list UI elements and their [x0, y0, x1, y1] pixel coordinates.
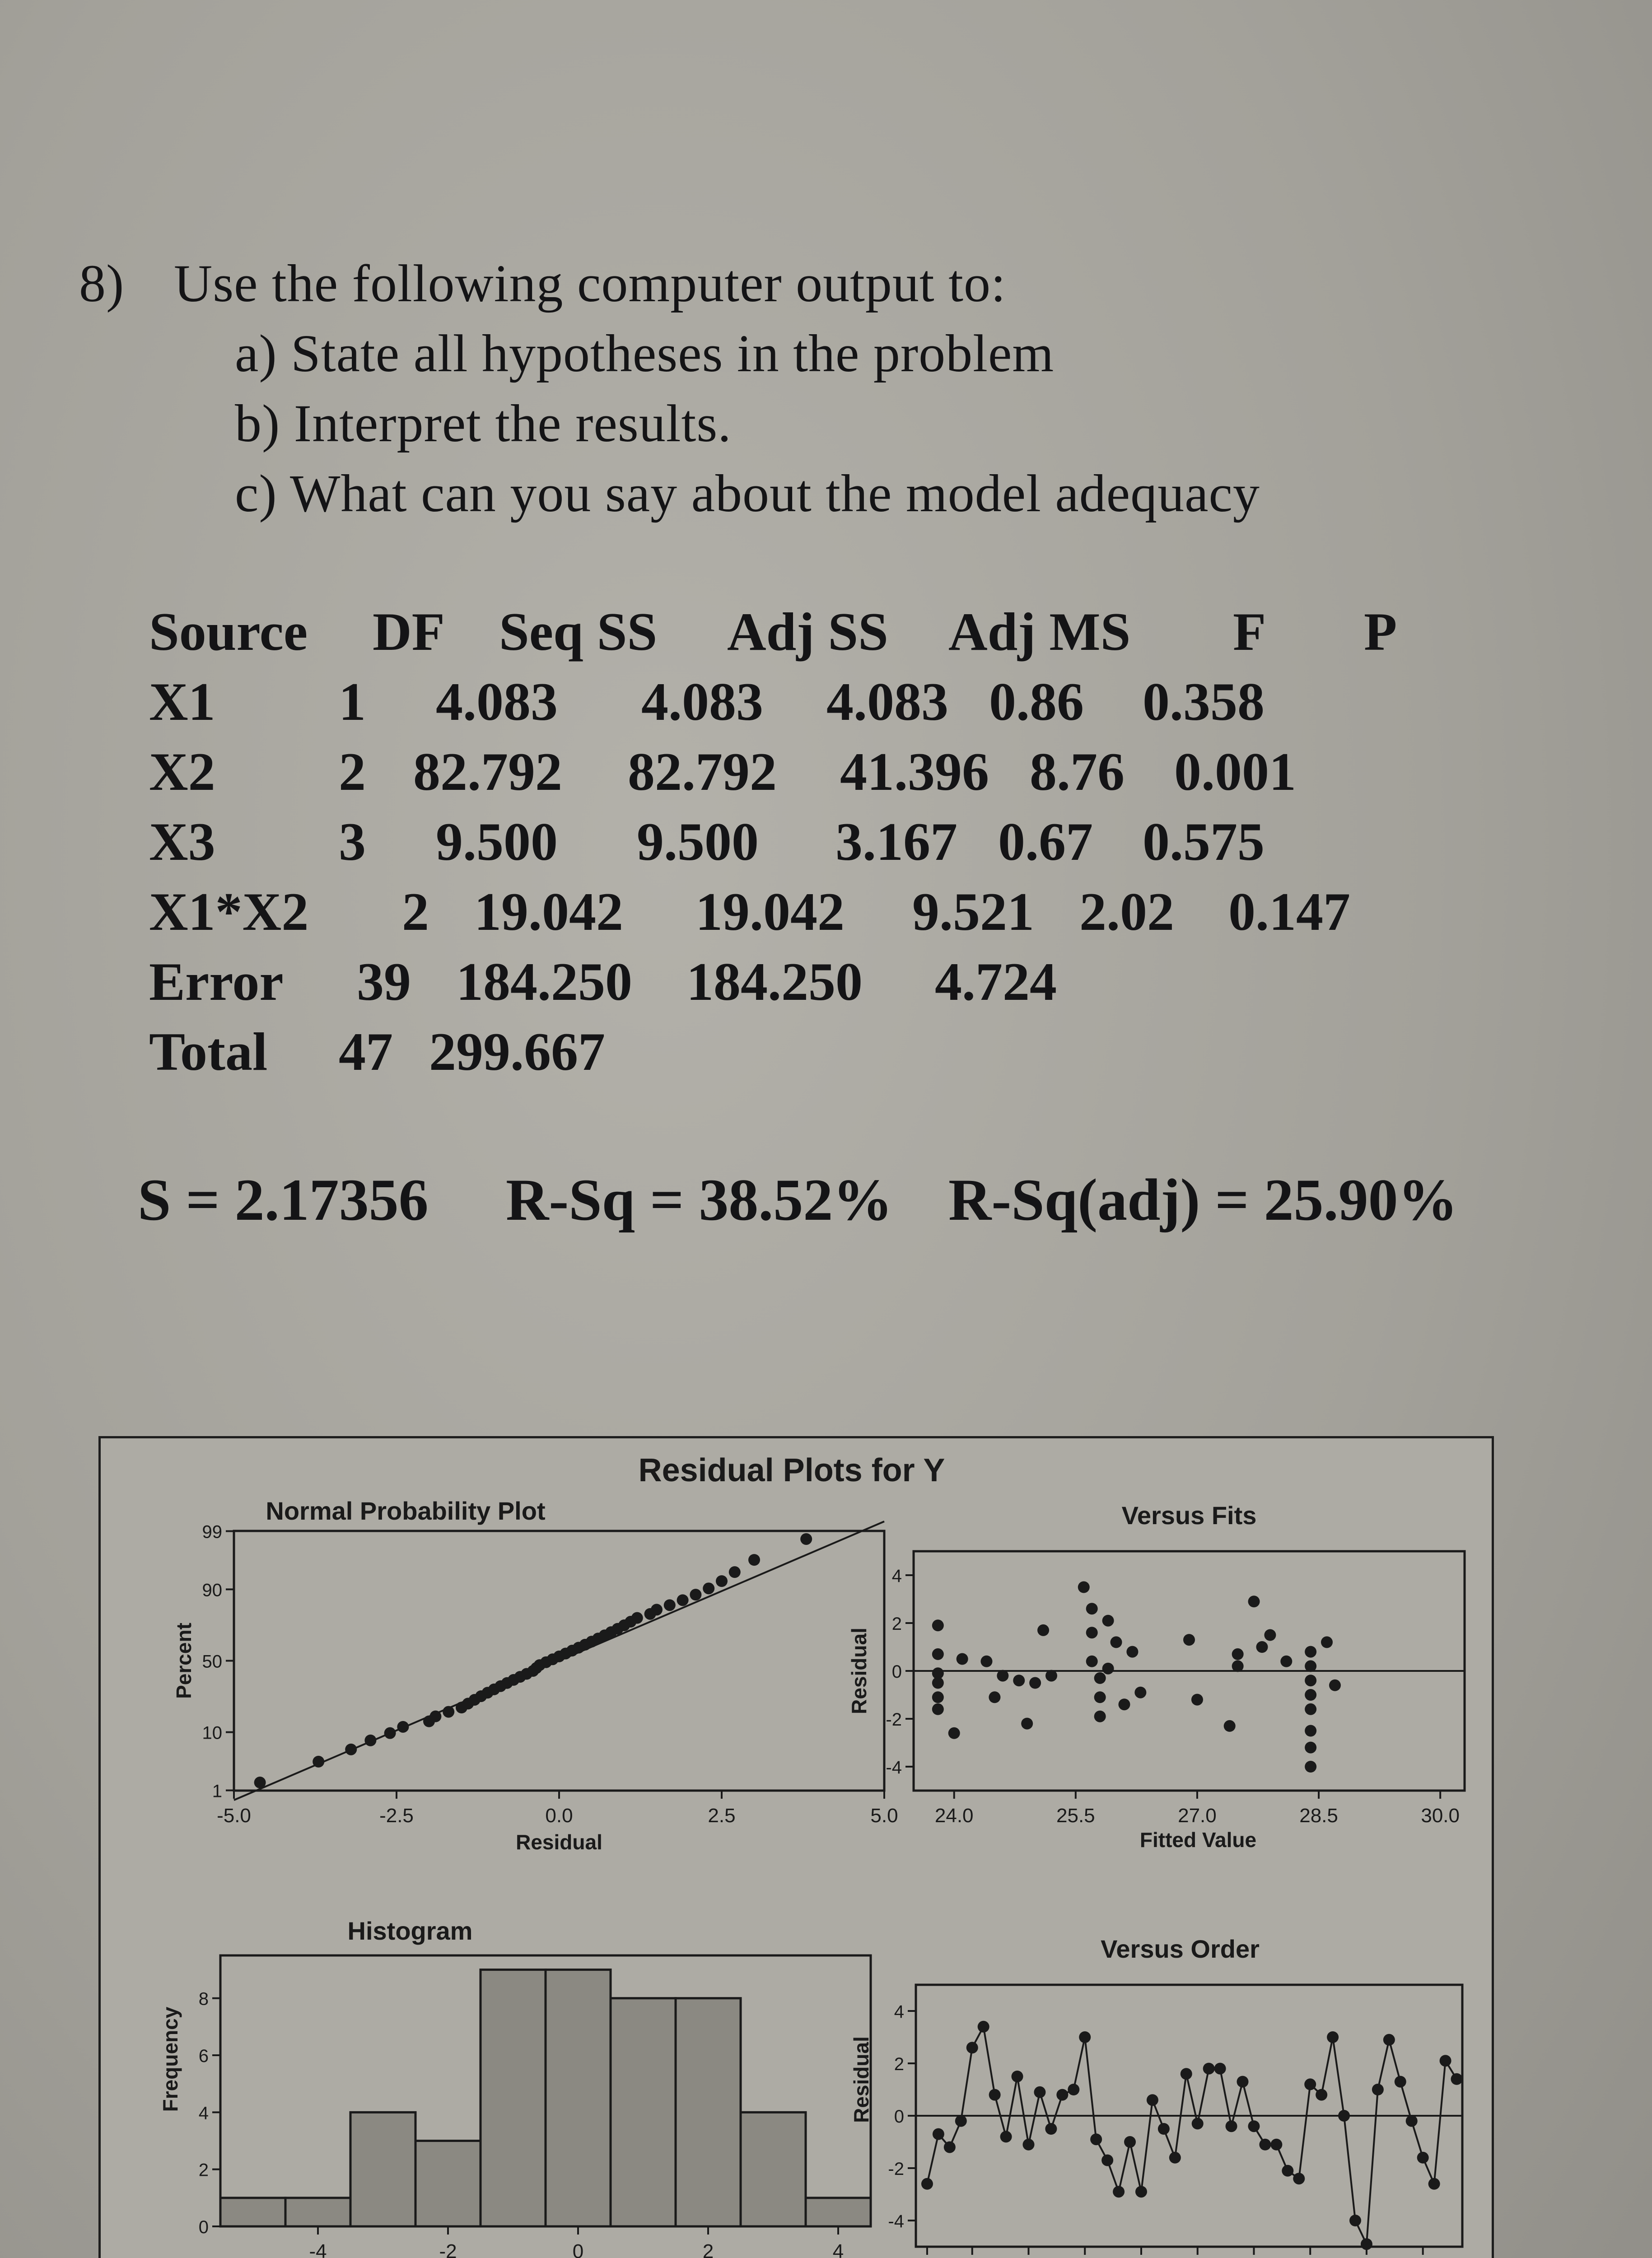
row-f: 0.67 [998, 812, 1093, 872]
order-plot-point [1135, 2186, 1147, 2197]
fits-plot-title: Versus Fits [1121, 1501, 1257, 1530]
normal-plot-point [651, 1604, 663, 1615]
fits-plot-point [1094, 1691, 1106, 1703]
row-df: 3 [339, 812, 366, 872]
summary-r-sq: R-Sq = 38.52% [506, 1166, 893, 1233]
row-seq-ss: 9.500 [436, 812, 558, 872]
row-f: 0.86 [989, 672, 1084, 732]
fits-plot-y-tick-label: -4 [886, 1758, 902, 1777]
order-plot-point [1012, 2071, 1023, 2082]
histogram-y-label: Frequency [159, 2006, 182, 2112]
fits-plot-point [1248, 1596, 1260, 1607]
order-plot-point [1451, 2073, 1463, 2085]
normal-plot-y-tick-label: 99 [202, 1522, 222, 1542]
fits-plot-point [1094, 1672, 1106, 1684]
residual-plots-svg [101, 1438, 1492, 2258]
fits-plot-x-tick-label: 30.0 [1421, 1805, 1460, 1827]
order-plot-point [1056, 2089, 1068, 2101]
order-plot-point [1045, 2123, 1057, 2135]
order-plot-y-tick-label: 0 [894, 2107, 904, 2127]
order-plot-point [989, 2089, 1001, 2101]
order-plot-point [1237, 2076, 1249, 2088]
order-plot-y-tick-label: 4 [894, 2002, 904, 2022]
histogram-bar [546, 1970, 611, 2226]
order-plot-point [1349, 2215, 1361, 2226]
row-adj-ss: 4.083 [641, 672, 763, 732]
order-plot-point [1270, 2139, 1282, 2151]
order-plot-point [1440, 2055, 1451, 2067]
order-plot-point [978, 2021, 989, 2033]
normal-plot-x-tick-label: -2.5 [379, 1805, 414, 1827]
order-plot-point [933, 2128, 944, 2140]
fits-plot-point [1232, 1648, 1244, 1660]
order-plot-point [1214, 2063, 1226, 2075]
fits-plot-point [1086, 1603, 1098, 1614]
row-df: 2 [339, 742, 366, 802]
order-plot-point [921, 2178, 933, 2190]
fits-plot-point [932, 1703, 944, 1715]
figure-title: Residual Plots for Y [638, 1452, 945, 1488]
row-adj-ss: 184.250 [686, 952, 863, 1012]
order-plot-point [1068, 2084, 1079, 2095]
fits-plot-y-label: Residual [847, 1628, 871, 1714]
order-plot-point [1259, 2139, 1271, 2151]
row-source: X1*X2 [149, 882, 309, 942]
fits-plot-point [1264, 1629, 1276, 1641]
order-plot-point [1282, 2165, 1293, 2177]
histogram-y-tick-label: 6 [198, 2046, 209, 2067]
order-plot-point [1079, 2031, 1091, 2043]
normal-plot-point [664, 1599, 676, 1611]
row-df: 39 [357, 952, 411, 1012]
order-plot-point [1383, 2034, 1395, 2046]
fits-plot-point [1086, 1627, 1098, 1638]
order-plot-point [1158, 2123, 1170, 2135]
normal-plot-point [429, 1711, 441, 1722]
normal-plot-point [345, 1744, 357, 1755]
order-plot-point [1248, 2120, 1260, 2132]
normal-plot-point [364, 1735, 376, 1746]
header-p: P [1364, 602, 1397, 662]
fits-plot-point [1094, 1711, 1106, 1722]
histogram-bar [481, 1970, 546, 2226]
fits-plot-point [1305, 1725, 1316, 1737]
fits-plot-point [1329, 1680, 1341, 1691]
order-plot-point [1417, 2152, 1429, 2164]
normal-plot-point [729, 1566, 741, 1578]
row-source: X2 [149, 742, 215, 802]
fits-plot-point [1305, 1703, 1316, 1715]
fits-plot-point [980, 1656, 992, 1667]
normal-plot-x-label: Residual [516, 1830, 602, 1854]
question-part-c: c) What can you say about the model adequacy [235, 464, 1260, 523]
normal-plot-point [313, 1756, 324, 1768]
fits-plot-point [1045, 1670, 1057, 1682]
fits-plot-point [1191, 1694, 1203, 1706]
fits-plot-point [1134, 1687, 1146, 1698]
fits-plot-x-tick-label: 27.0 [1178, 1805, 1217, 1827]
fits-plot-point [1321, 1636, 1333, 1648]
row-df: 2 [402, 882, 429, 942]
normal-plot-title: Normal Probability Plot [266, 1497, 546, 1525]
normal-plot-point [254, 1777, 266, 1788]
fits-plot-x-tick-label: 28.5 [1299, 1805, 1338, 1827]
row-adj-ss: 9.500 [637, 812, 759, 872]
order-plot-y-tick-label: -4 [888, 2211, 904, 2231]
summary-r-sq-adj: R-Sq(adj) = 25.90% [948, 1166, 1458, 1233]
normal-plot-point [677, 1594, 689, 1606]
histogram-x-tick-label: 2 [702, 2240, 714, 2258]
fits-plot-point [1078, 1582, 1090, 1593]
row-source: Total [149, 1022, 268, 1082]
row-source: Error [149, 952, 284, 1012]
question-stem: Use the following computer output to: [174, 254, 1006, 313]
order-plot-point [1395, 2076, 1406, 2088]
row-df: 1 [339, 672, 366, 732]
header-seq-ss: Seq SS [499, 602, 658, 662]
order-plot-y-tick-label: 2 [894, 2054, 904, 2074]
fits-plot-point [1013, 1675, 1025, 1686]
fits-plot-y-tick-label: 0 [891, 1662, 902, 1682]
header-f: F [1233, 602, 1266, 662]
histogram-x-tick-label: -4 [309, 2240, 327, 2258]
header-adj-ms: Adj MS [948, 602, 1131, 662]
row-df: 47 [339, 1022, 393, 1082]
order-plot-point [1181, 2068, 1192, 2080]
order-plot-point [1147, 2094, 1158, 2106]
row-p: 0.575 [1143, 812, 1265, 872]
normal-plot-point [748, 1554, 760, 1566]
order-plot-point [1169, 2152, 1181, 2164]
row-p: 0.358 [1143, 672, 1265, 732]
normal-plot-point [384, 1727, 396, 1739]
residual-plots-figure [98, 1436, 1494, 2258]
fits-plot-x-label: Fitted Value [1139, 1828, 1257, 1852]
question-part-a: a) State all hypotheses in the problem [235, 324, 1055, 383]
fits-plot-point [1280, 1656, 1292, 1667]
normal-plot-y-tick-label: 90 [202, 1580, 222, 1600]
order-plot-point [1293, 2173, 1305, 2184]
header-source: Source [149, 602, 308, 662]
fits-plot-point [1021, 1718, 1033, 1730]
order-plot-title: Versus Order [1101, 1935, 1260, 1963]
question-number: 8) [79, 254, 125, 313]
row-adj-ms: 4.083 [826, 672, 948, 732]
row-adj-ss: 19.042 [695, 882, 845, 942]
histogram-bar [285, 2198, 350, 2226]
fits-plot-point [1183, 1634, 1195, 1646]
normal-plot-y-tick-label: 10 [202, 1723, 222, 1743]
histogram-title: Histogram [347, 1917, 473, 1945]
normal-plot-point [397, 1721, 409, 1733]
order-plot-point [955, 2115, 967, 2127]
normal-plot-y-label: Percent [172, 1623, 196, 1699]
order-plot-point [1428, 2178, 1440, 2190]
order-plot-point [1203, 2063, 1215, 2075]
order-plot-point [1226, 2120, 1237, 2132]
row-seq-ss: 19.042 [474, 882, 623, 942]
order-plot-point [1000, 2131, 1012, 2142]
order-plot-y-label: Residual [849, 2036, 873, 2123]
normal-plot-x-tick-label: 5.0 [870, 1805, 898, 1827]
order-plot-point [1192, 2118, 1204, 2129]
fits-plot-point [1111, 1636, 1122, 1648]
fits-plot-point [1305, 1646, 1316, 1658]
header-adj-ss: Adj SS [727, 602, 888, 662]
fits-plot-point [1305, 1761, 1316, 1773]
fits-plot-point [1256, 1641, 1268, 1653]
normal-plot-x-tick-label: 0.0 [545, 1805, 573, 1827]
histogram-bar [415, 2141, 481, 2226]
row-f: 2.02 [1079, 882, 1174, 942]
fits-plot-point [1126, 1646, 1138, 1658]
fits-plot-point [1086, 1656, 1098, 1667]
row-adj-ms: 3.167 [835, 812, 957, 872]
row-seq-ss: 82.792 [413, 742, 562, 802]
histogram-y-tick-label: 0 [198, 2217, 209, 2237]
histogram-bar [611, 1998, 676, 2226]
order-plot-point [1022, 2139, 1034, 2151]
normal-plot-point [703, 1582, 714, 1594]
fits-plot-x-tick-label: 24.0 [934, 1805, 974, 1827]
order-plot-point [1034, 2086, 1045, 2098]
normal-plot-point [800, 1533, 812, 1545]
normal-plot-point [443, 1706, 454, 1718]
order-plot-point [1124, 2136, 1136, 2148]
fits-plot-point [932, 1677, 944, 1689]
order-plot-point [1113, 2186, 1125, 2197]
question-part-b: b) Interpret the results. [235, 394, 732, 453]
normal-plot-y-tick-label: 1 [212, 1781, 222, 1801]
order-plot-point [944, 2141, 956, 2153]
histogram-x-tick-label: -2 [439, 2240, 457, 2258]
fits-plot-point [1305, 1675, 1316, 1686]
row-seq-ss: 184.250 [456, 952, 632, 1012]
row-source: X3 [149, 812, 215, 872]
fits-plot-point [957, 1653, 968, 1665]
row-adj-ss: 82.792 [628, 742, 777, 802]
fits-plot-x-tick-label: 25.5 [1056, 1805, 1095, 1827]
row-adj-ms: 4.724 [935, 952, 1057, 1012]
fits-plot-point [1224, 1720, 1236, 1732]
histogram-bar [741, 2112, 806, 2226]
fits-plot-y-tick-label: 2 [891, 1614, 902, 1634]
normal-plot-point [690, 1589, 701, 1600]
order-plot-point [1316, 2089, 1327, 2101]
histogram-bar [676, 1998, 741, 2226]
fits-plot-y-tick-label: -2 [886, 1710, 902, 1730]
histogram-y-tick-label: 4 [198, 2103, 209, 2123]
normal-plot-point [631, 1612, 643, 1624]
fits-plot-point [989, 1691, 1000, 1703]
fits-plot-point [997, 1670, 1008, 1682]
fits-plot-point [932, 1691, 944, 1703]
fits-plot-point [1102, 1663, 1114, 1675]
summary-s: S = 2.17356 [138, 1166, 429, 1233]
fits-plot-point [932, 1619, 944, 1631]
order-plot-point [966, 2042, 978, 2053]
row-p: 0.001 [1174, 742, 1296, 802]
histogram-x-tick-label: 4 [832, 2240, 844, 2258]
normal-plot-x-tick-label: 2.5 [708, 1805, 736, 1827]
row-f: 8.76 [1030, 742, 1125, 802]
order-plot-point [1406, 2115, 1418, 2127]
fits-plot-y-tick-label: 4 [891, 1566, 902, 1586]
histogram-bar [220, 2198, 285, 2226]
row-adj-ms: 41.396 [840, 742, 989, 802]
fits-plot-point [1305, 1742, 1316, 1754]
fits-plot-point [1037, 1624, 1049, 1636]
row-source: X1 [149, 672, 215, 732]
fits-plot-point [1305, 1689, 1316, 1701]
fits-plot-point [1029, 1677, 1041, 1689]
fits-plot-point [1232, 1660, 1244, 1672]
normal-plot-y-tick-label: 50 [202, 1652, 222, 1672]
histogram-bar [806, 2198, 871, 2226]
normal-plot-point [716, 1575, 728, 1587]
order-plot-point [1304, 2078, 1316, 2090]
histogram-y-tick-label: 2 [198, 2160, 209, 2180]
fits-plot-point [1305, 1660, 1316, 1672]
row-seq-ss: 299.667 [429, 1022, 605, 1082]
order-plot-point [1338, 2110, 1350, 2122]
order-plot-point [1361, 2238, 1372, 2250]
row-p: 0.147 [1228, 882, 1350, 942]
row-seq-ss: 4.083 [436, 672, 558, 732]
fits-plot-point [948, 1727, 960, 1739]
row-adj-ms: 9.521 [912, 882, 1034, 942]
order-plot-y-tick-label: -2 [888, 2159, 904, 2179]
normal-plot-x-tick-label: -5.0 [217, 1805, 251, 1827]
fits-plot-point [1118, 1698, 1130, 1710]
histogram-x-tick-label: 0 [572, 2240, 584, 2258]
order-plot-point [1101, 2155, 1113, 2166]
order-plot-point [1372, 2084, 1384, 2095]
fits-plot-point [1102, 1615, 1114, 1627]
order-plot-point [1090, 2133, 1102, 2145]
header-df: DF [373, 602, 445, 662]
histogram-bar [350, 2112, 415, 2226]
fits-plot-point [932, 1648, 944, 1660]
histogram-y-tick-label: 8 [198, 1989, 209, 2009]
order-plot-point [1327, 2031, 1339, 2043]
